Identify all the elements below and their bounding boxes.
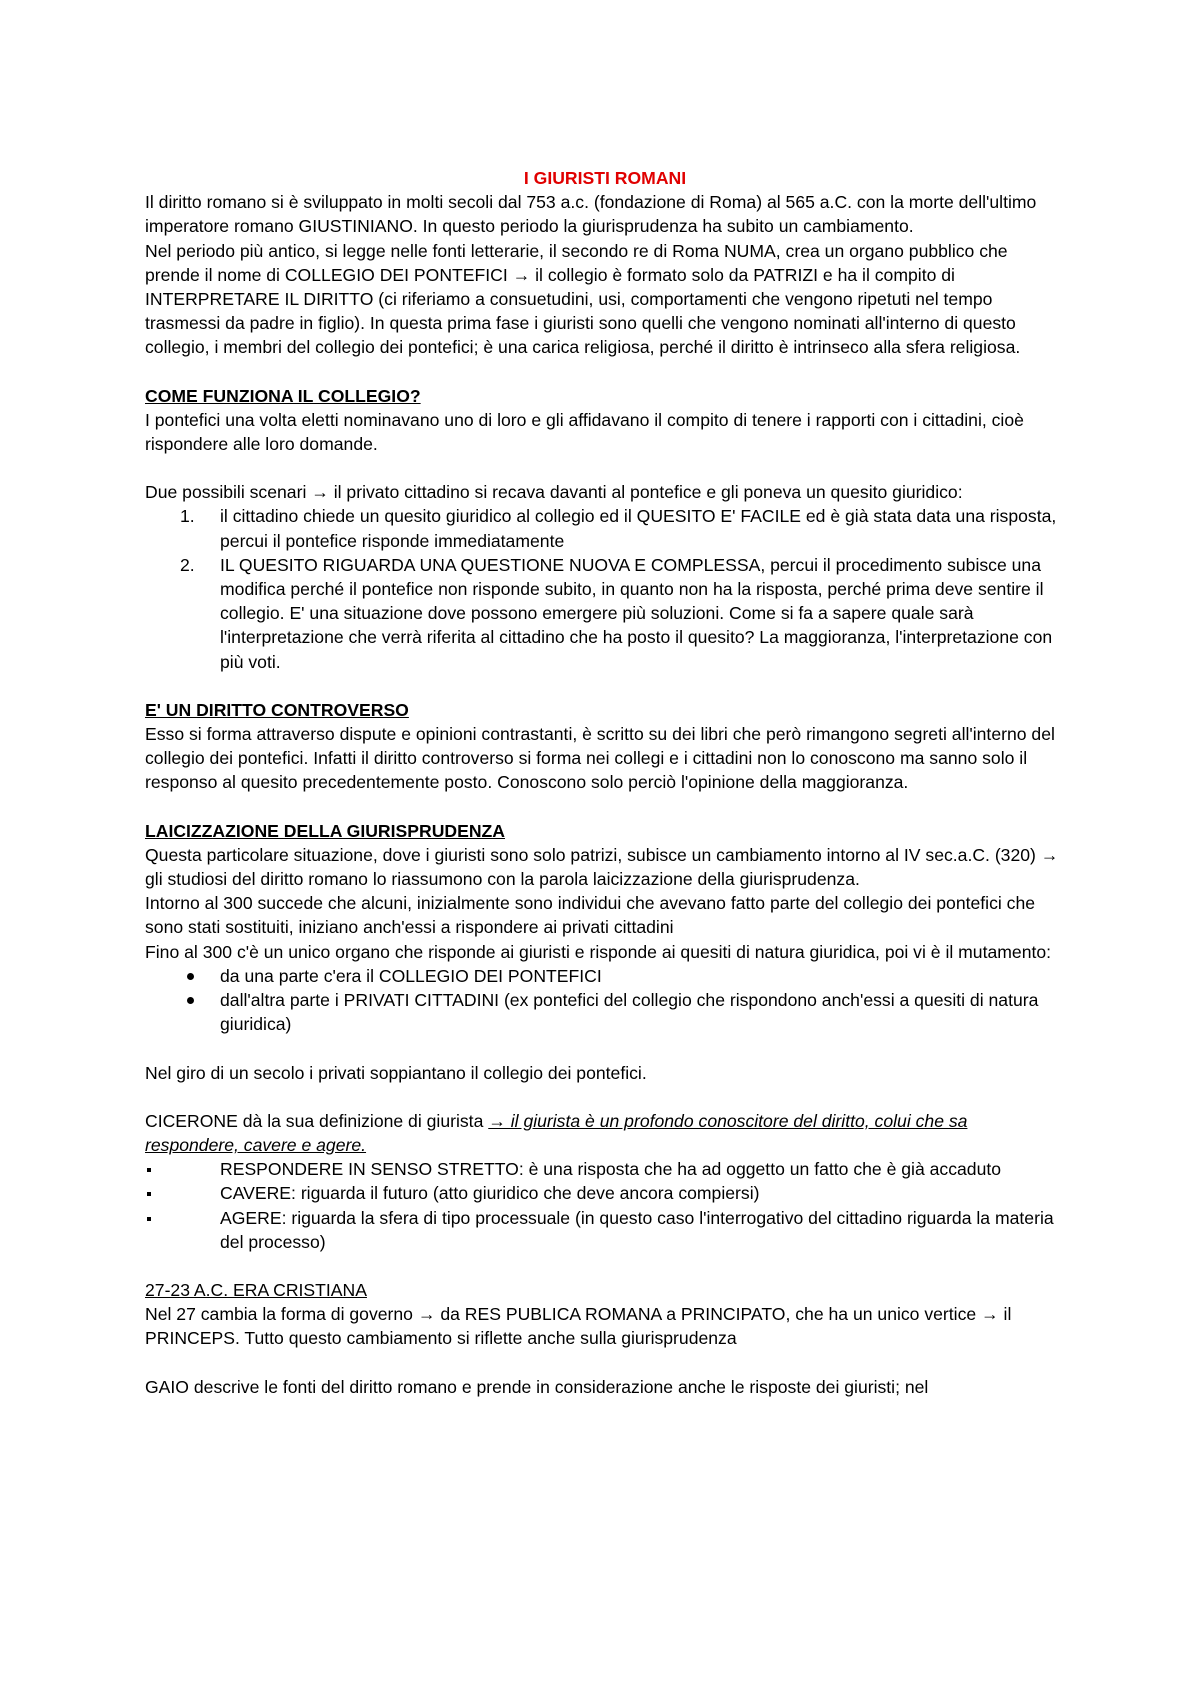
list-item — [145, 553, 1065, 674]
list-item-text: AGERE: riguarda la sfera di tipo processuale (in questo caso l'interrogativo del cittadino riguarda la materia del processo) — [220, 1207, 1054, 1252]
list-item — [145, 1206, 1065, 1254]
laicizzazione-conclusion: Nel giro di un secolo i privati soppiantano il collegio dei pontefici. — [145, 1062, 647, 1083]
spacer — [145, 674, 1065, 698]
cicerone-lead: CICERONE dà la sua definizione di giurista — [145, 1110, 489, 1131]
document-page — [145, 166, 1065, 1399]
list-item — [145, 504, 1065, 552]
scenari-list — [145, 504, 1065, 673]
list-item — [145, 988, 1065, 1036]
list-item — [145, 964, 1065, 988]
cicerone-definition: → il giurista è un profondo conoscitore del diritto, colui che sa respondere, cavere e agere. — [145, 1110, 968, 1155]
list-number: 1. — [180, 506, 195, 527]
spacer — [145, 360, 1065, 384]
collegio-paragraph: I pontefici una volta eletti nominavano uno di loro e gli affidavano il compito di tenere i rapporti con i cittadini, cioè rispondere alle loro domande. — [145, 409, 1024, 455]
section-heading-collegio: COME FUNZIONA IL COLLEGIO? — [145, 385, 421, 406]
list-item-text: il cittadino chiede un quesito giuridico al collegio ed il QUESITO E' FACILE ed è già stata data una risposta, percui il pontefice risponde immediatamente — [220, 506, 1057, 551]
spacer — [145, 1037, 1065, 1061]
list-item — [145, 1157, 1065, 1181]
document-title: I GIURISTI ROMANI — [523, 168, 687, 188]
scenari-intro: Due possibili scenari → il privato cittadino si recava davanti al pontefice e gli poneva un quesito giuridico: — [145, 482, 963, 503]
list-item — [145, 1181, 1065, 1205]
list-number: 2. — [180, 554, 195, 575]
list-item-text: dall'altra parte i PRIVATI CITTADINI (ex pontefici del collegio che rispondono anch'essi a quesiti di natura giuridica) — [220, 990, 1039, 1035]
section-heading-controverso: E' UN DIRITTO CONTROVERSO — [145, 699, 409, 720]
spacer — [145, 456, 1065, 480]
spacer — [145, 1351, 1065, 1375]
section-heading-era: 27-23 A.C. ERA CRISTIANA — [145, 1279, 367, 1300]
list-item-text: IL QUESITO RIGUARDA UNA QUESTIONE NUOVA E COMPLESSA, percui il procedimento subisce una modifica perché il pontefice non risponde subito, in quanto non ha la risposta, perché prima deve sentire il collegio. E' una situazione dove possono emergere più soluzioni. Come si fa a sapere quale sarà l'interpretazione che verrà riferita al cittadino che ha posto il quesito? La maggioranza, l'interpretazione con più voti. — [220, 554, 1053, 672]
bullet-square-icon — [147, 1168, 151, 1172]
bullet-dot-icon — [187, 997, 194, 1004]
gaio-paragraph: GAIO descrive le fonti del diritto romano e prende in considerazione anche le risposte dei giuristi; nel — [145, 1376, 929, 1397]
list-item-text: da una parte c'era il COLLEGIO DEI PONTEFICI — [220, 965, 602, 986]
laicizzazione-paragraph-1: Questa particolare situazione, dove i giuristi sono solo patrizi, subisce un cambiamento intorno al IV sec.a.C. (320) → gli studiosi del diritto romano lo riassumono con la parola laicizzazione della giurisprudenza. — [145, 844, 1059, 890]
laicizzazione-paragraph-2: Intorno al 300 succede che alcuni, inizialmente sono individui che avevano fatto parte del collegio dei pontefici che sono stati sostituiti, iniziano anch'essi a rispondere ai privati cittadini — [145, 893, 1036, 938]
bullet-dot-icon — [187, 973, 194, 980]
bullet-square-icon — [147, 1192, 151, 1196]
mutamento-list — [145, 964, 1065, 1037]
spacer — [145, 1085, 1065, 1109]
intro-paragraph-1: Il diritto romano si è sviluppato in molti secoli dal 753 a.c. (fondazione di Roma) al 565 a.C. con la morte dell'ultimo imperatore romano GIUSTINIANO. In questo periodo la giurisprudenza ha subito un cambiamento. — [145, 192, 1037, 237]
spacer — [145, 795, 1065, 819]
laicizzazione-paragraph-3: Fino al 300 c'è un unico organo che risponde ai giuristi e risponde ai quesiti di natura giuridica, poi vi è il mutamento: — [145, 941, 1052, 962]
list-item-text: RESPONDERE IN SENSO STRETTO: è una risposta che ha ad oggetto un fatto che è già accaduto — [220, 1159, 1002, 1180]
section-heading-laicizzazione: LAICIZZAZIONE DELLA GIURISPRUDENZA — [145, 820, 506, 841]
list-item-text: CAVERE: riguarda il futuro (atto giuridico che deve ancora compiersi) — [220, 1183, 760, 1204]
controverso-paragraph: Esso si forma attraverso dispute e opinioni contrastanti, è scritto su dei libri che però rimangono segreti all'interno del collegio dei pontefici. Infatti il diritto controverso si forma nei collegi e i cittadini non lo conoscono ma sanno solo il responso al quesito precedentemente posto. Conoscono solo perciò l'opinione della maggioranza. — [145, 724, 1055, 793]
cicerone-paragraph — [145, 1109, 1065, 1157]
bullet-square-icon — [147, 1217, 151, 1221]
era-paragraph: Nel 27 cambia la forma di governo → da RES PUBLICA ROMANA a PRINCIPATO, che ha un unico vertice → il PRINCEPS. Tutto questo cambiamento si riflette anche sulla giurisprudenza — [145, 1304, 1012, 1349]
cicerone-list — [145, 1157, 1065, 1254]
spacer — [145, 1254, 1065, 1278]
intro-paragraph-2: Nel periodo più antico, si legge nelle fonti letterarie, il secondo re di Roma NUMA, crea un organo pubblico che prende il nome di COLLEGIO DEI PONTEFICI → il collegio è formato solo da PATRIZI e ha il compito di INTERPRETARE IL DIRITTO (ci riferiamo a consuetudini, usi, comportamenti che vengono ripetuti nel tempo trasmessi da padre in figlio). In questa prima fase i giuristi sono quelli che vengono nominati all'interno di questo collegio, i membri del collegio dei pontefici; è una carica religiosa, perché il diritto è intrinseco alla sfera religiosa. — [145, 240, 1021, 358]
